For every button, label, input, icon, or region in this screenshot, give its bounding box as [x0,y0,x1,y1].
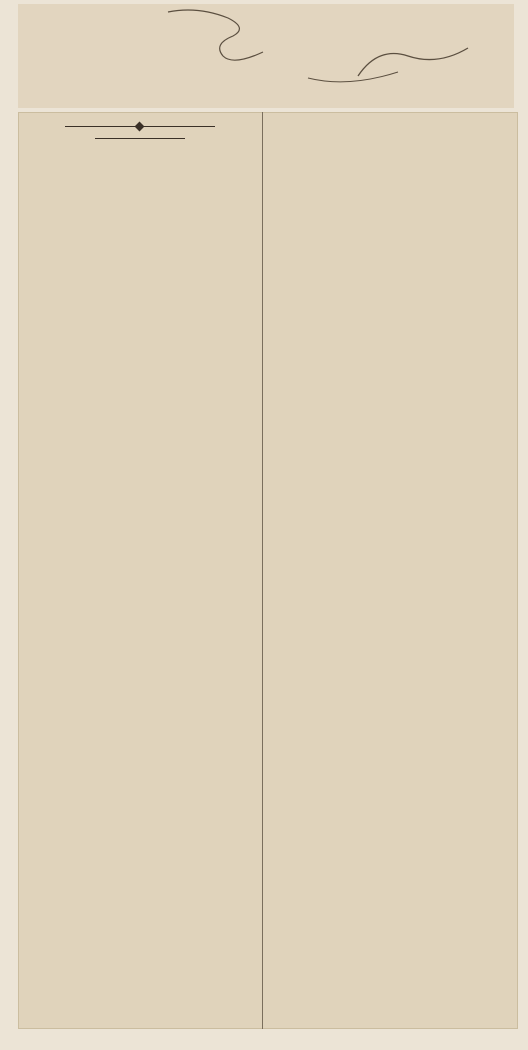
ornament-divider [65,122,215,132]
handwritten-scribble [128,6,508,106]
column-divider [262,112,263,1029]
left-column [22,116,258,159]
subhead-rule [95,138,185,139]
previous-clipping [18,4,514,108]
article-clipping [18,112,518,1029]
